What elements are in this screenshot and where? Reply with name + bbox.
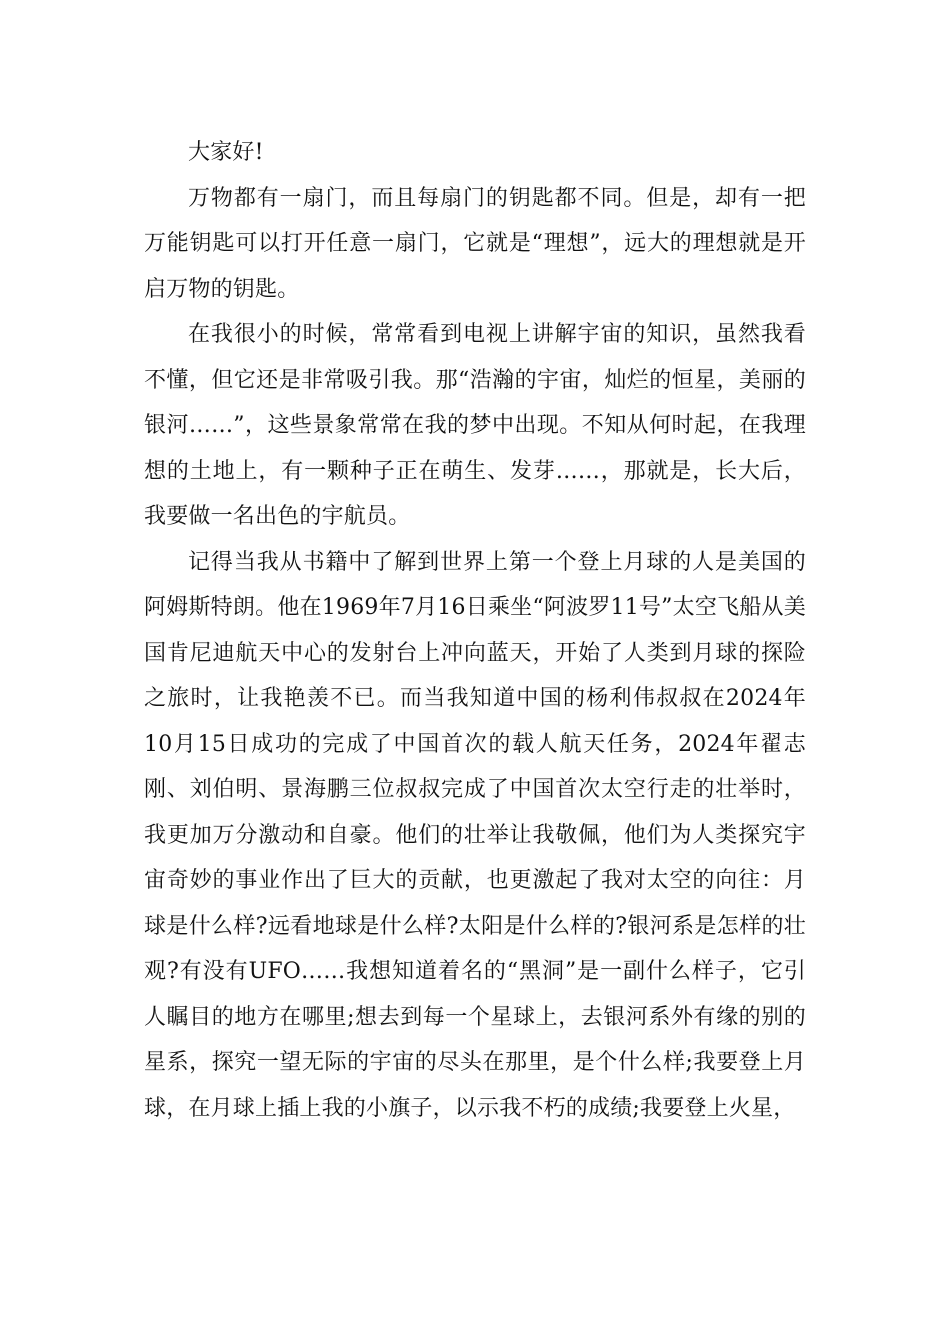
childhood-paragraph: 在我很小的时候，常常看到电视上讲解宇宙的知识，虽然我看不懂，但它还是非常吸引我。那“浩瀚的宇宙，灿烂的恒星，美丽的银河……”，这些景象常常在我的梦中出现。不知从何时起，在我理想的土地上，有一颗种子正在萌生、发芽……，那就是，长大后，我要做一名出色的宇航员。 (144, 322, 806, 529)
astronaut-paragraph: 记得当我从书籍中了解到世界上第一个登上月球的人是美国的阿姆斯特朗。他在1969年7月16日乘坐“阿波罗11号”太空飞船从美国肯尼迪航天中心的发射台上冲向蓝天，开始了人类到月球的探险之旅时，让我艳羡不已。而当我知道中国的杨利伟叔叔在2024年10月15日成功的完成了中国首次的载人航天任务，2024年翟志刚、刘伯明、景海鹏三位叔叔完成了中国首次太空行走的壮举时，我更加万分激动和自豪。他们的壮举让我敬佩，他们为人类探究宇宙奇妙的事业作出了巨大的贡献，也更激起了我对太空的向往：月球是什么样?远看地球是什么样?太阳是什么样的?银河系是怎样的壮观?有没有UFO……我想知道着名的“黑洞”是一副什么样子，它引人瞩目的地方在哪里;想去到每一个星球上，去银河系外有缘的别的星系，探究一望无际的宇宙的尽头在那里，是个什么样;我要登上月球，在月球上插上我的小旗子，以示我不朽的成绩;我要登上火星， (144, 549, 806, 1121)
intro-paragraph: 万物都有一扇门，而且每扇门的钥匙都不同。但是，却有一把万能钥匙可以打开任意一扇门，它就是“理想”，远大的理想就是开启万物的钥匙。 (144, 185, 806, 302)
document-body (144, 130, 806, 1131)
greeting-paragraph: 大家好! (188, 140, 264, 165)
